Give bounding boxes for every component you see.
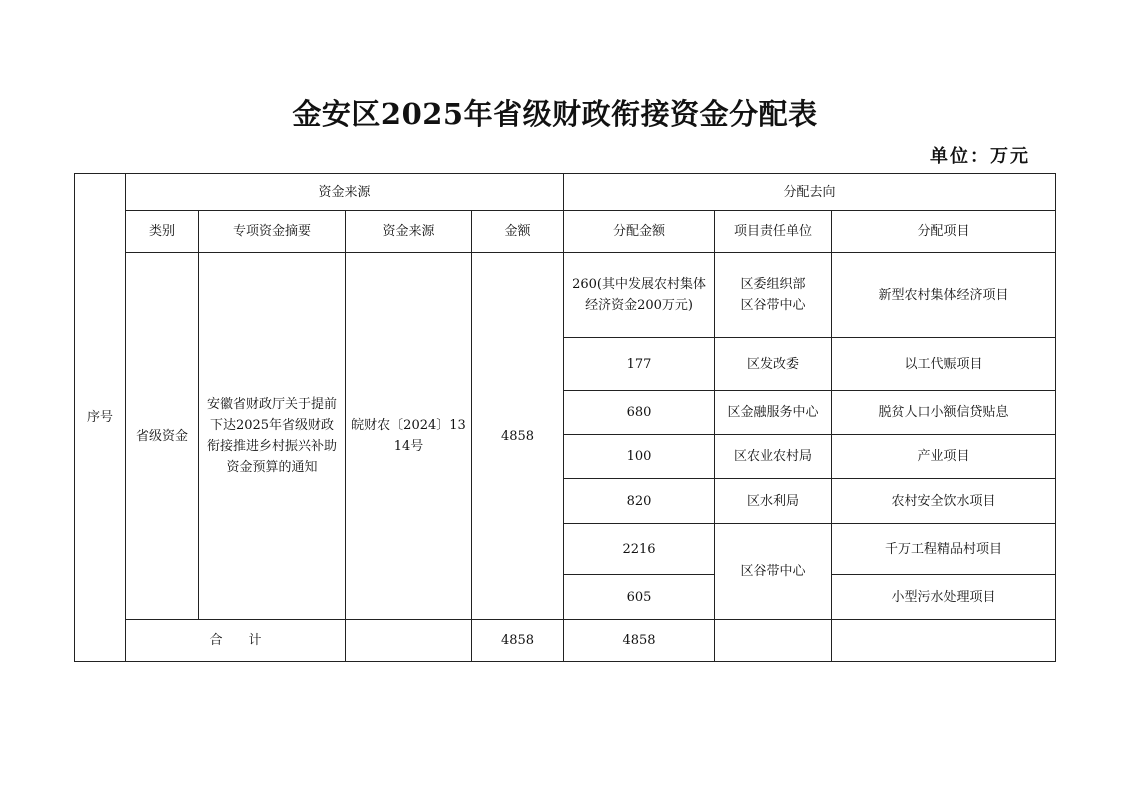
category-cell: 省级资金 (126, 253, 199, 620)
unit-cell: 区谷带中心 (715, 524, 832, 620)
header-summary: 专项资金摘要 (199, 211, 346, 253)
source-cell: 皖财农〔2024〕1314号 (346, 253, 472, 620)
header-source-group: 资金来源 (126, 174, 564, 211)
alloc-amount-cell: 260(其中发展农村集体经济资金200万元) (564, 253, 715, 338)
header-amount: 金额 (472, 211, 564, 253)
page-title: 金安区2025年省级财政衔接资金分配表 (292, 97, 818, 131)
project-cell: 小型污水处理项目 (832, 575, 1056, 620)
header-source: 资金来源 (346, 211, 472, 253)
unit-cell: 区金融服务中心 (715, 391, 832, 435)
unit-cell: 区委组织部 区谷带中心 (715, 253, 832, 338)
unit-cell: 区农业农村局 (715, 435, 832, 479)
alloc-amount-cell: 100 (564, 435, 715, 479)
alloc-amount-cell: 605 (564, 575, 715, 620)
header-seq: 序号 (75, 174, 126, 662)
alloc-amount-cell: 2216 (564, 524, 715, 575)
project-cell: 千万工程精品村项目 (832, 524, 1056, 575)
total-project-cell (832, 620, 1056, 662)
header-unit: 项目责任单位 (715, 211, 832, 253)
unit-cell: 区水利局 (715, 479, 832, 524)
unit-label: 单位：万元 (930, 146, 1030, 167)
total-alloc-amount: 4858 (564, 620, 715, 662)
total-source-cell (346, 620, 472, 662)
total-label: 合 计 (126, 620, 346, 662)
summary-cell: 安徽省财政厅关于提前下达2025年省级财政衔接推进乡村振兴补助资金预算的通知 (199, 253, 346, 620)
project-cell: 新型农村集体经济项目 (832, 253, 1056, 338)
header-project: 分配项目 (832, 211, 1056, 253)
total-unit-cell (715, 620, 832, 662)
alloc-amount-cell: 680 (564, 391, 715, 435)
header-alloc-amount: 分配金额 (564, 211, 715, 253)
header-alloc-group: 分配去向 (564, 174, 1056, 211)
alloc-amount-cell: 820 (564, 479, 715, 524)
project-cell: 以工代赈项目 (832, 338, 1056, 391)
project-cell: 脱贫人口小额信贷贴息 (832, 391, 1056, 435)
alloc-amount-cell: 177 (564, 338, 715, 391)
total-amount: 4858 (472, 620, 564, 662)
project-cell: 农村安全饮水项目 (832, 479, 1056, 524)
header-category: 类别 (126, 211, 199, 253)
unit-cell: 区发改委 (715, 338, 832, 391)
project-cell: 产业项目 (832, 435, 1056, 479)
amount-cell: 4858 (472, 253, 564, 620)
allocation-table (74, 173, 1056, 662)
